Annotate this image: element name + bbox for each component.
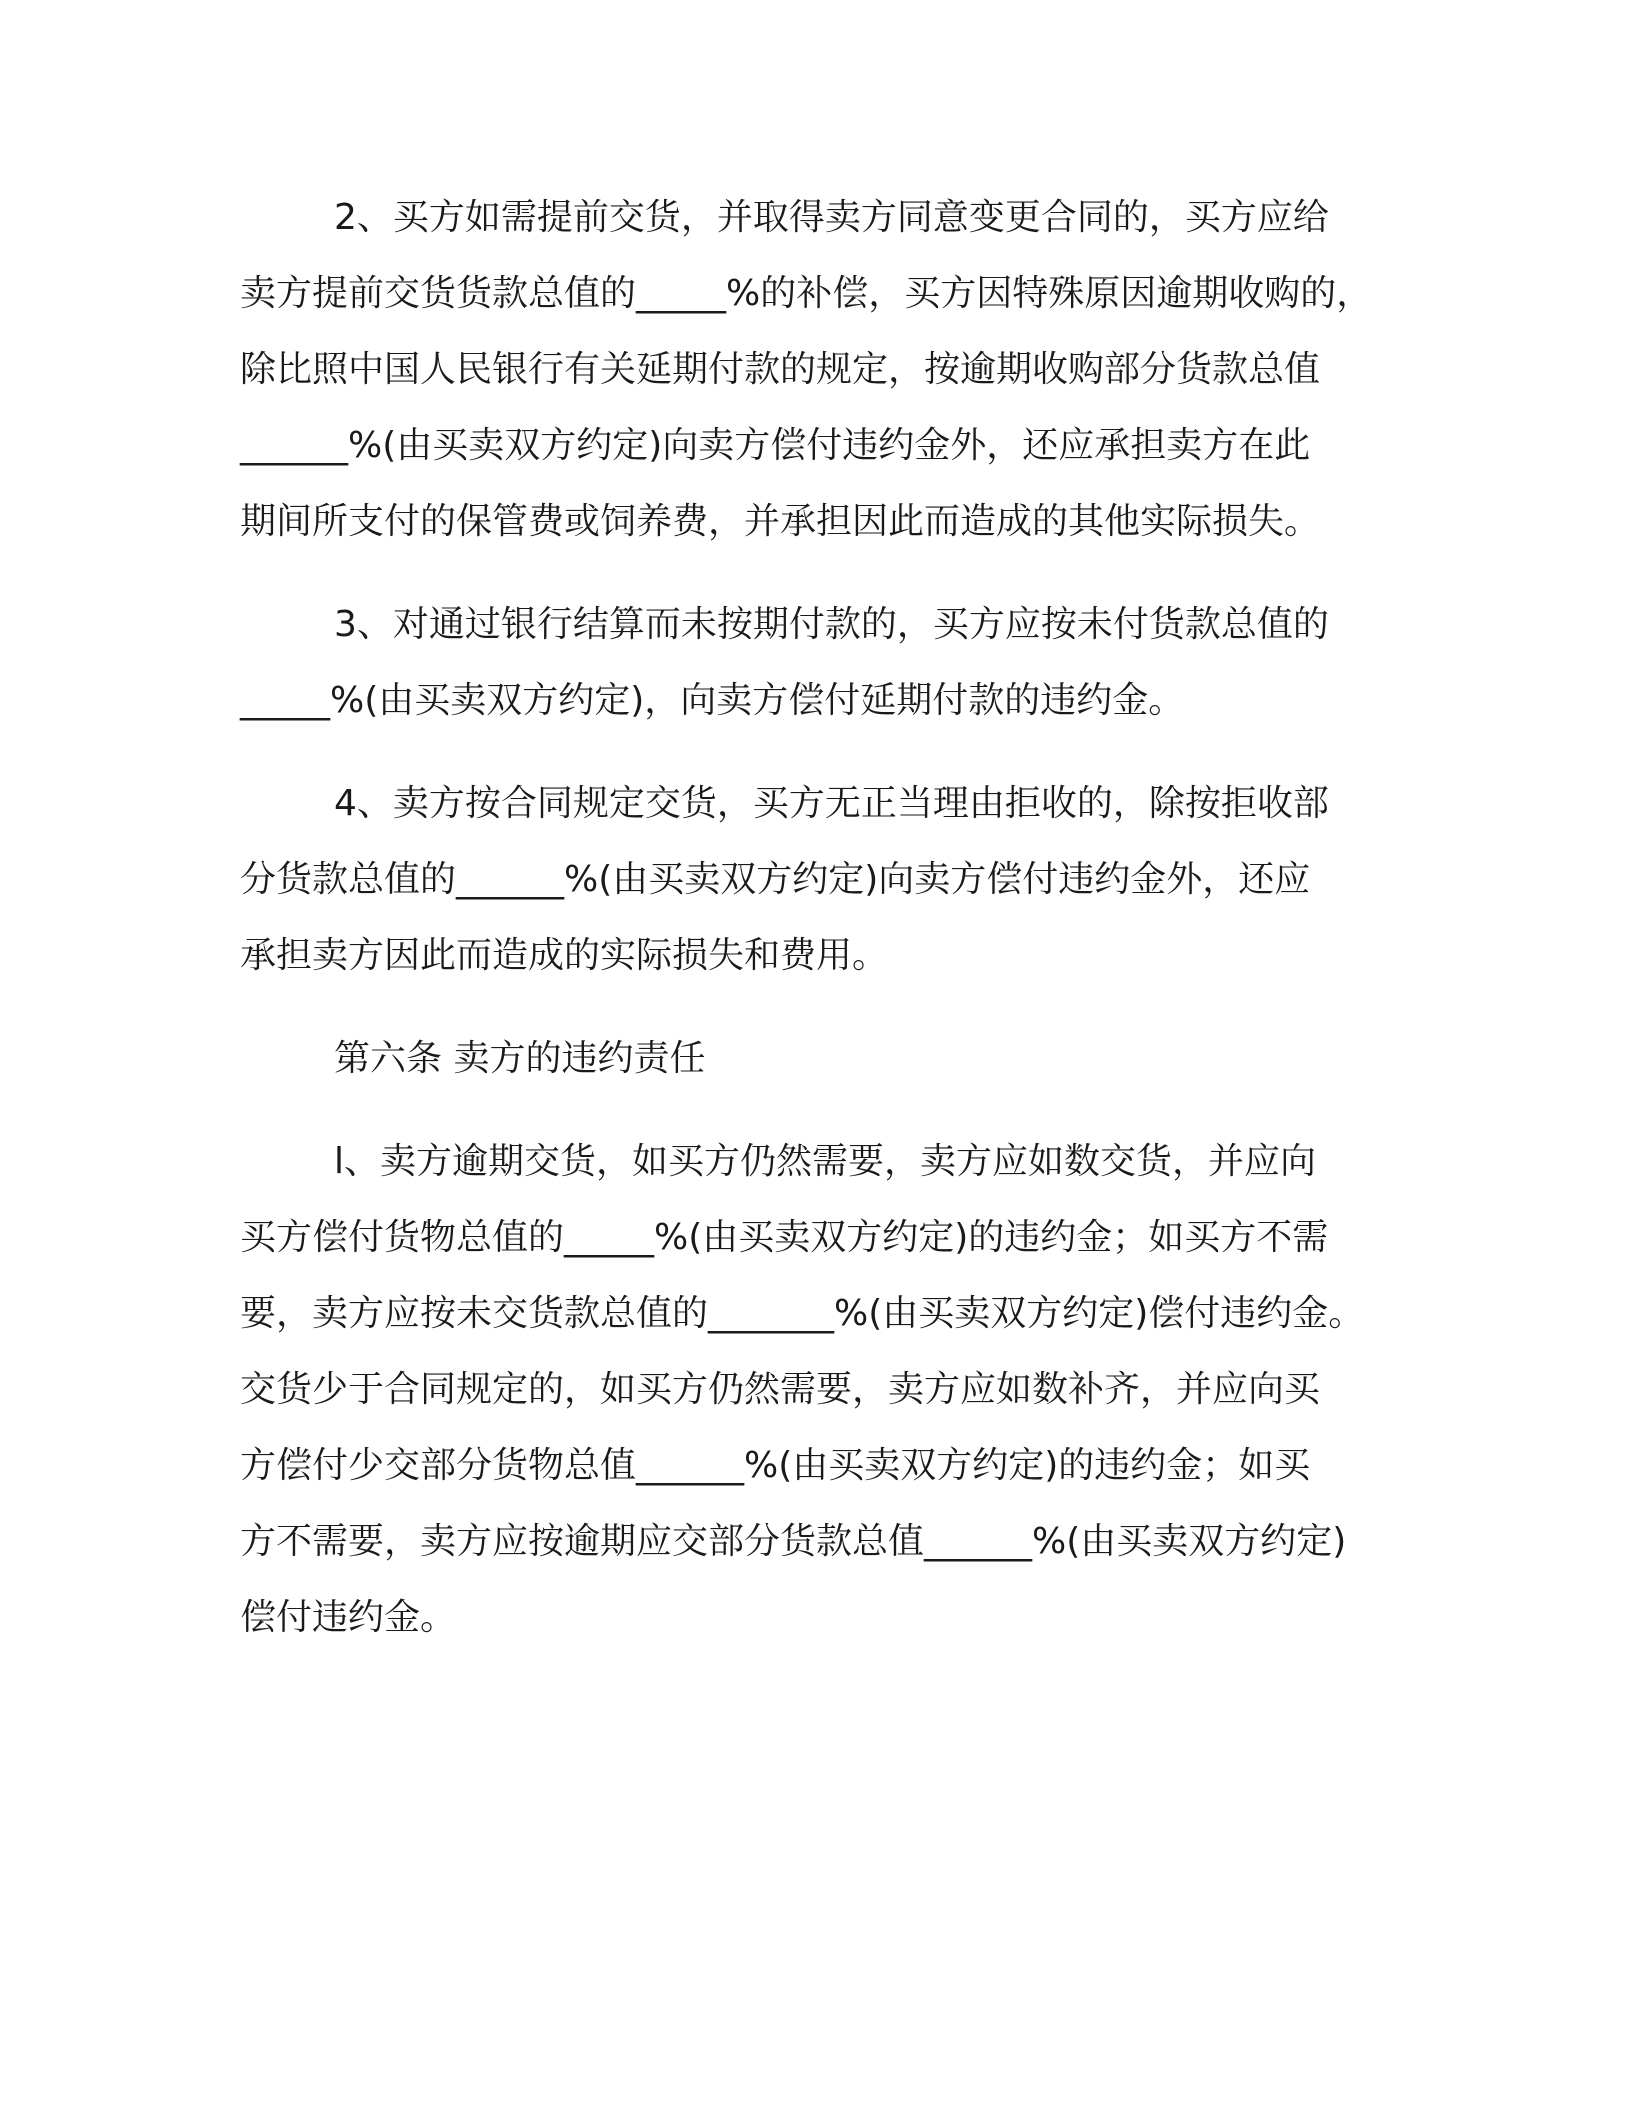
article-6-item-1-line-1: l、卖方逾期交货，如买方仍然需要，卖方应如数交货，并应向 [334, 1141, 1317, 1182]
paragraph-4-line-3: 承担卖方因此而造成的实际损失和费用。 [240, 935, 889, 976]
paragraph-2-line-2: 卖方提前交货货款总值的_____%的补偿，买方因特殊原因逾期收购的， [240, 273, 1373, 314]
article-6-item-1-line-7: 偿付违约金。 [240, 1597, 457, 1638]
article-6-item-1-line-5: 方偿付少交部分货物总值______%(由买卖双方约定)的违约金；如买 [240, 1445, 1311, 1486]
paragraph-2-line-5: 期间所支付的保管费或饲养费，并承担因此而造成的其他实际损失。 [240, 501, 1321, 542]
paragraph-4-line-2: 分货款总值的______%(由买卖双方约定)向卖方偿付违约金外，还应 [240, 859, 1311, 900]
article-6-item-1-line-4: 交货少于合同规定的，如买方仍然需要，卖方应如数补齐，并应向买 [240, 1369, 1321, 1410]
paragraph-4-line-1: 4、卖方按合同规定交货，买方无正当理由拒收的，除按拒收部 [334, 783, 1329, 824]
paragraph-2-line-3: 除比照中国人民银行有关延期付款的规定，按逾期收购部分货款总值 [240, 349, 1321, 390]
paragraph-3-line-1: 3、对通过银行结算而未按期付款的，买方应按未付货款总值的 [334, 604, 1329, 645]
paragraph-2-line-1: 2、买方如需提前交货，并取得卖方同意变更合同的，买方应给 [334, 197, 1329, 238]
paragraph-3-line-2: _____%(由买卖双方约定)，向卖方偿付延期付款的违约金。 [240, 680, 1185, 721]
article-6-item-1-line-3: 要，卖方应按未交货款总值的_______%(由买卖双方约定)偿付违约金。 [240, 1293, 1365, 1334]
article-6-heading: 第六条 卖方的违约责任 [334, 1038, 706, 1079]
paragraph-2-line-4: ______%(由买卖双方约定)向卖方偿付违约金外，还应承担卖方在此 [240, 425, 1311, 466]
article-6-item-1-line-6: 方不需要，卖方应按逾期应交部分货款总值______%(由买卖双方约定) [240, 1521, 1347, 1562]
article-6-item-1-line-2: 买方偿付货物总值的_____%(由买卖双方约定)的违约金；如买方不需 [240, 1217, 1329, 1258]
